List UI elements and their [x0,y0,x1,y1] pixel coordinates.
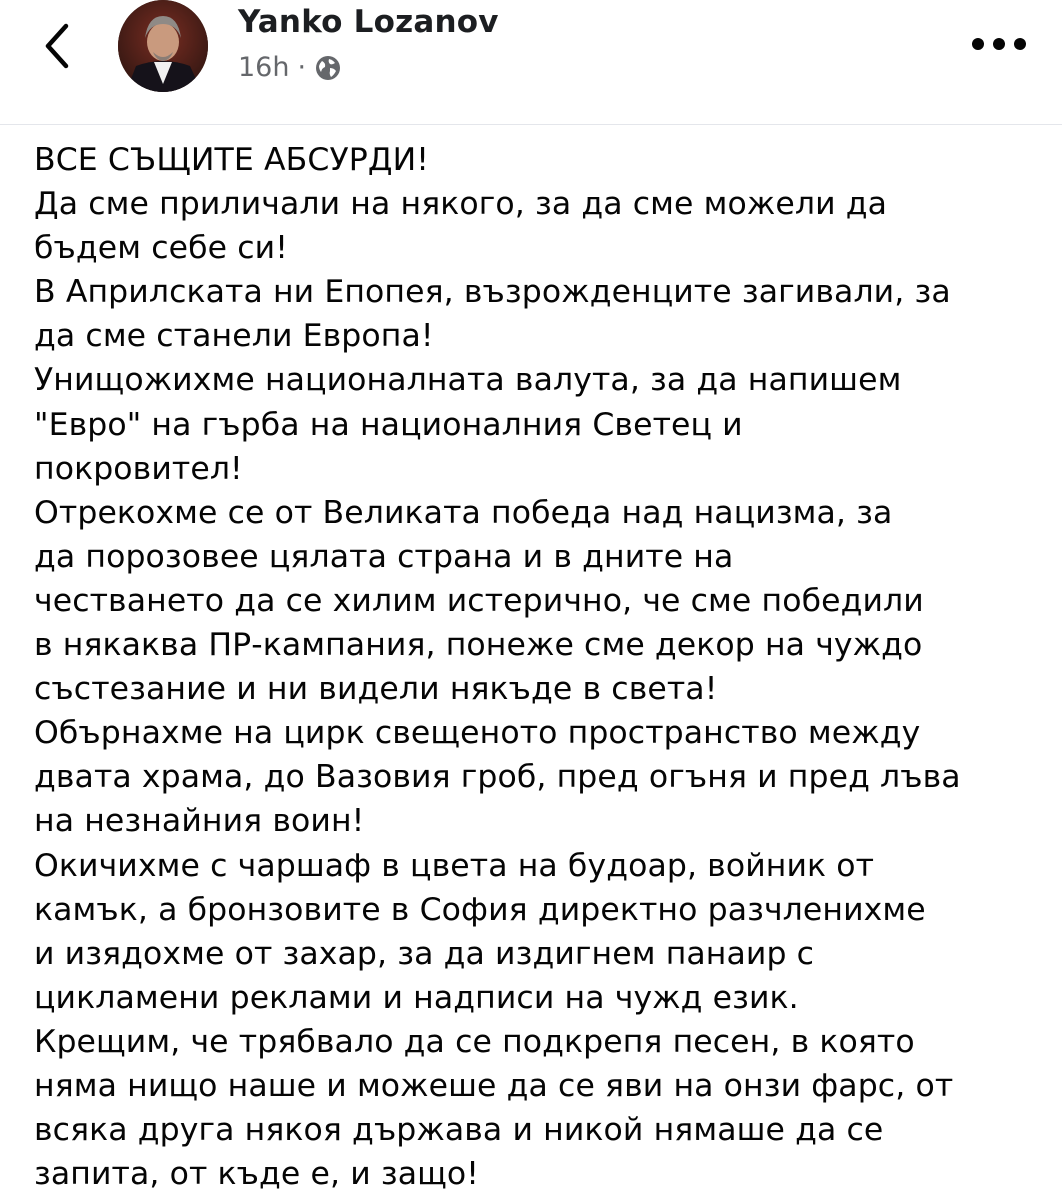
post-text-line: Обърнахме на цирк свещеното пространство между [34,715,921,752]
post-text-line: покровител! [34,450,243,487]
more-dot [993,38,1005,50]
post-text-line: двата храма, до Вазовия гроб, пред огъня и пред лъва [34,759,961,796]
post-body [34,138,1034,1196]
post-text-line: Крещим, че трябвало да се подкрепя песен, в която [34,1023,915,1060]
more-dot [1014,38,1026,50]
post-text-line: ВСЕ СЪЩИТЕ АБСУРДИ! [34,142,429,178]
post-text-line: камък, а бронзовите в София директно разчленихме [34,891,926,928]
post-text-line: запита, от къде е, и защо! [34,1156,479,1193]
post-text-line: всяка друга някоя държава и никой нямаше да се [34,1112,884,1149]
globe-icon [314,54,342,82]
more-options-button[interactable] [972,38,1026,54]
post-meta [238,52,342,83]
more-dot [972,38,984,50]
author-name[interactable]: Yanko Lozanov [238,4,499,40]
post-text-line: и изядохме от захар, за да издигнем панаир с [34,935,815,972]
avatar[interactable] [118,0,208,92]
post-text-line: на незнайния воин! [34,803,365,840]
post-text-line: цикламени реклами и надписи на чужд език. [34,979,799,1016]
post-text-line: честването да се хилим истерично, че сме победили [34,582,924,619]
post-text-line: състезание и ни видели някъде в света! [34,671,718,708]
post-text-line: няма нищо наше и можеше да се яви на онзи фарс, от [34,1067,954,1104]
post-text-line: да сме станели Европа! [34,318,434,355]
post-timestamp[interactable]: 16h [238,52,290,83]
back-button[interactable] [36,22,80,70]
chevron-left-icon [36,22,80,70]
post-text-line: Да сме приличали на някого, за да сме можели да [34,186,888,223]
post-text-line: Окичихме с чаршаф в цвета на будоар, войник от [34,847,875,884]
post-text-line: да порозовее цялата страна и в дните на [34,538,734,575]
post-header [0,0,1062,118]
post-text-line: Унищожихме националната валута, за да напишем [34,362,902,399]
post-text-line: Отрекохме се от Великата победа над нацизма, за [34,494,893,531]
post-text-line: бъдем себе си! [34,230,288,267]
meta-separator: · [297,52,307,83]
post-text-line: "Евро" на гърба на националния Светец и [34,406,743,443]
header-divider [0,124,1062,125]
post-text-line: в някаква ПР-кампания, понеже сме декор на чуждо [34,627,923,664]
post-text-line: В Априлската ни Епопея, възрожденците загивали, за [34,274,951,311]
